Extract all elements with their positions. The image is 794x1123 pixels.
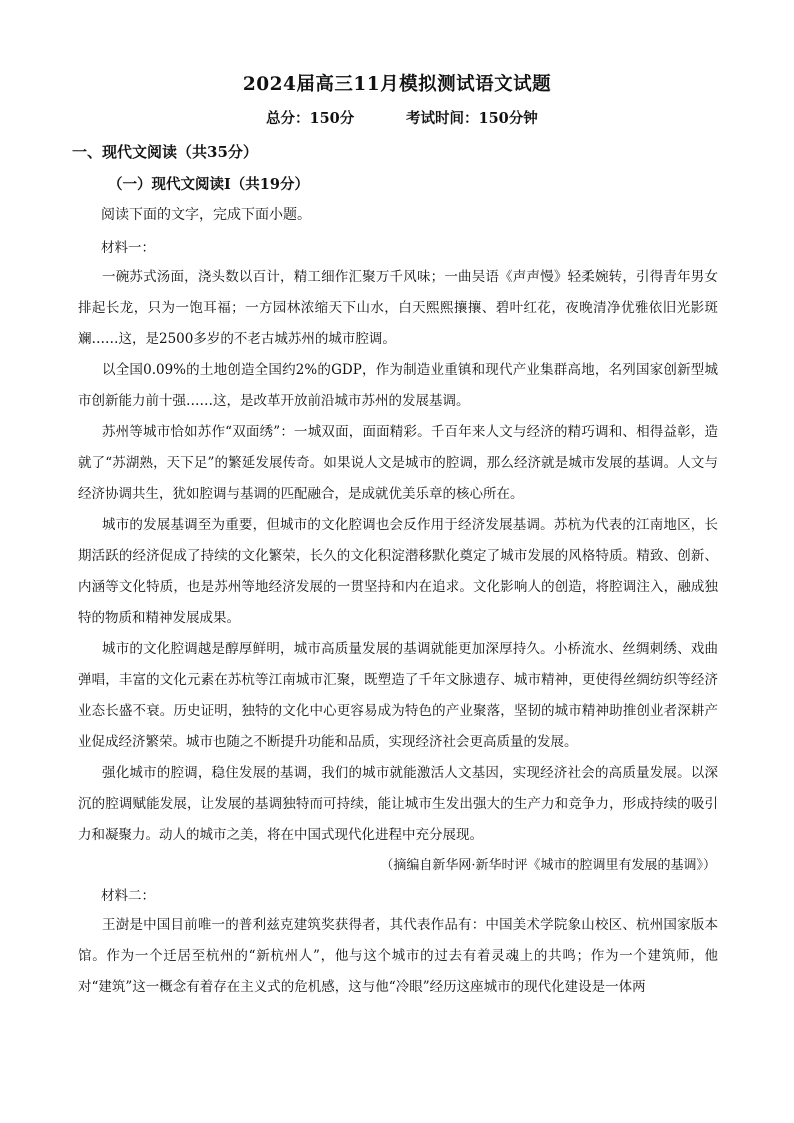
reading-instruction: 阅读下面的文字，完成下面小题。 xyxy=(101,207,311,223)
material-1-paragraph-4: 城市的发展基调至为重要，但城市的文化腔调也会反作用于经济发展基调。苏杭为代表的江南地区，长期活跃的经济促成了持续的文化繁荣，长久的文化积淀潜移默化奠定了城市发展的风格特质。精致、创新、内涵等文化特质，也是苏州等地经济发展的一贯坚持和内在追求。文化影响人的创造，将腔调注入，融成独特的物质和精神发展成果。 xyxy=(78,517,718,626)
material-1-paragraph-6: 强化城市的腔调，稳住发展的基调，我们的城市就能激活人文基因，实现经济社会的高质量发展。以深沉的腔调赋能发展，让发展的基调独特而可持续，能让城市生发出强大的生产力和竞争力，形成持续的吸引力和凝聚力。动人的城市之美，将在中国式现代化进程中充分展现。 xyxy=(78,765,718,843)
material-1-paragraph-3: 苏州等城市恰如苏作“双面绣”：一城双面，面面精彩。千百年来人文与经济的精巧调和、相得益彰，造就了“苏湖熟，天下足”的繁延发展传奇。如果说人文是城市的腔调，那么经济就是城市发展的基调。人文与经济协调共生，犹如腔调与基调的匹配融合，是成就优美乐章的核心所在。 xyxy=(78,424,718,502)
exam-time: 考试时间：150分钟 xyxy=(406,110,538,127)
material-1-paragraph-2: 以全国0.09%的土地创造全国约2%的GDP，作为制造业重镇和现代产业集群高地，名列国家创新型城市创新能力前十强……这，是改革开放前沿城市苏州的发展基调。 xyxy=(78,362,718,409)
material-2-paragraph-1: 王澍是中国目前唯一的普利兹克建筑奖获得者，其代表作品有：中国美术学院象山校区、杭州国家版本馆。作为一个迁居至杭州的“新杭州人”，他与这个城市的过去有着灵魂上的共鸣；作为一个建筑师，他对“建筑”这一概念有着存在主义式的危机感，这与他“冷眼”经历这座城市的现代化建设是一体两 xyxy=(78,917,718,995)
material-1-source: （摘编自新华网·新华时评《城市的腔调里有发展的基调》） xyxy=(380,858,716,873)
material-1-paragraph-1: 一碗苏式汤面，浇头数以百计，精工细作汇聚万千风味；一曲吴语《声声慢》轻柔婉转，引得青年男女排起长龙，只为一饱耳福；一方园林浓缩天下山水，白天熙熙攘攘、碧叶红花，夜晚清净优雅依旧光影斑斓……这，是2500多岁的不老古城苏州的城市腔调。 xyxy=(78,269,718,347)
exam-title: 2024届高三11月模拟测试语文试题 xyxy=(242,74,552,95)
total-score: 总分：150分 xyxy=(266,110,355,127)
material-2-label: 材料二： xyxy=(101,888,155,904)
sub-section-heading: （一）现代文阅读Ⅰ（共19分） xyxy=(108,176,309,193)
material-1-paragraph-5: 城市的文化腔调越是醇厚鲜明，城市高质量发展的基调就能更加深厚持久。小桥流水、丝绸刺绣、戏曲弹唱，丰富的文化元素在苏杭等江南城市汇聚，既塑造了千年文脉遗存、城市精神，更使得丝绸纺织等经济业态长盛不衰。历史证明，独特的文化中心更容易成为特色的产业聚落，坚韧的城市精神助推创业者深耕产业促成经济繁荣。城市也随之不断提升功能和品质，实现经济社会更高质量的发展。 xyxy=(78,641,718,750)
section-heading: 一、现代文阅读（共35分） xyxy=(72,143,258,161)
material-1-label: 材料一： xyxy=(101,240,155,256)
